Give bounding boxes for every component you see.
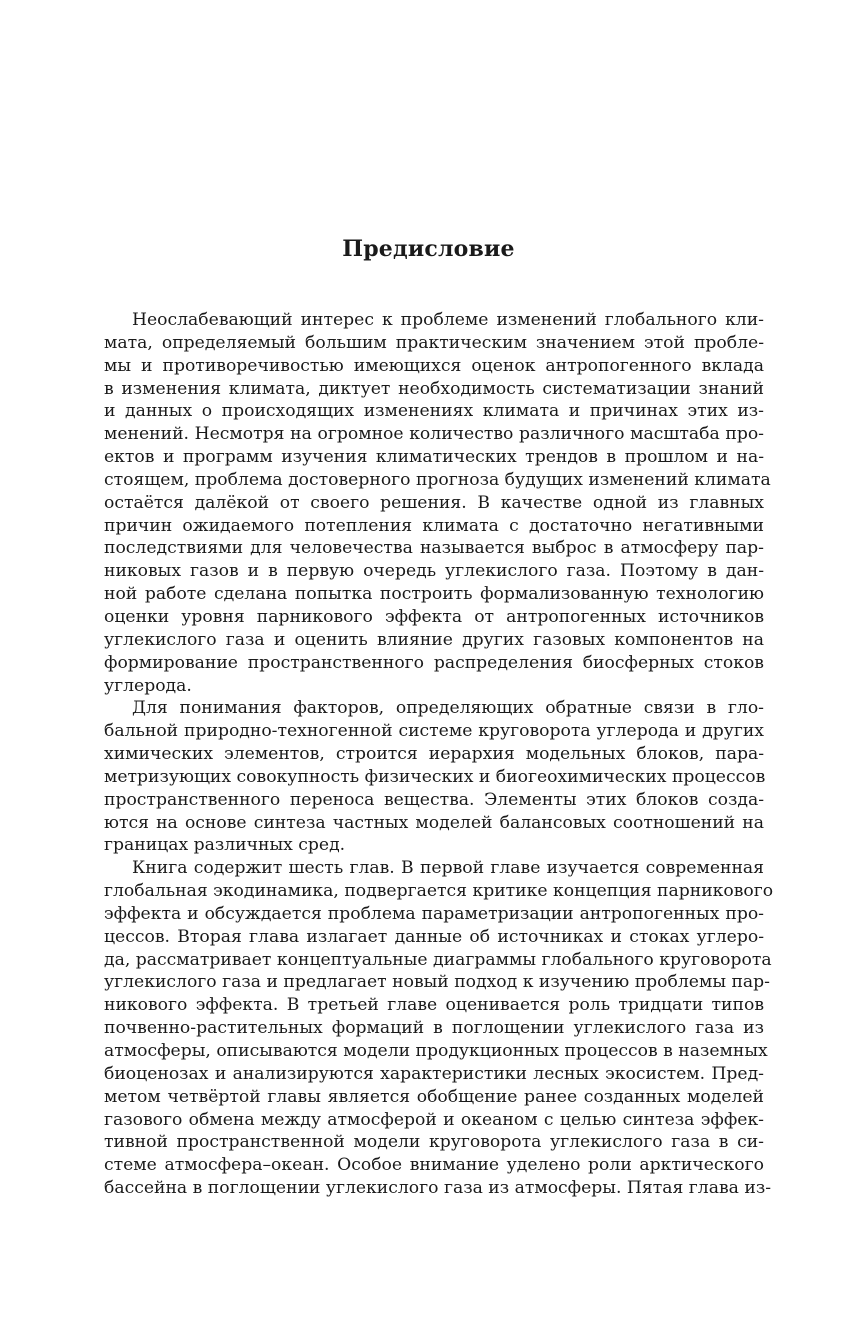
paragraph [104,697,764,857]
preface-text [104,309,774,1200]
text-line: оценки уровня парникового эффекта от антропогенных источников [104,606,764,627]
text-line: метом четвёртой главы является обобщение ранее созданных моделей [104,1086,764,1107]
text-line: мы и противоречивостью имеющихся оценок антропогенного вклада [104,355,764,376]
text-line: газового обмена между атмосферой и океаном с целью синтеза эффек- [104,1109,764,1130]
text-line: да, рассматривает концептуальные диаграммы глобального круговорота [104,949,772,970]
text-line: никовых газов и в первую очередь углекислого газа. Поэтому в дан- [104,561,764,582]
text-line: ются на основе синтеза частных моделей балансовых соотношений на [104,812,764,833]
text-line: глобальная экодинамика, подвергается критике концепция парникового [104,881,774,902]
text-line: последствиями для человечества называется выброс в атмосферу пар- [104,538,764,559]
text-line: никового эффекта. В третьей главе оценивается роль тридцати типов [104,995,764,1016]
paragraph [104,309,771,697]
text-line: тивной пространственной модели круговорота углекислого газа в си- [104,1132,764,1153]
text-line: Для понимания факторов, определяющих обратные связи в гло- [132,698,764,719]
text-line: бассейна в поглощении углекислого газа из атмосферы. Пятая глава из- [104,1178,771,1199]
text-line: пространственного переноса вещества. Элементы этих блоков созда- [104,789,764,810]
text-line: Книга содержит шесть глав. В первой главе изучается современная [132,858,764,879]
text-line: менений. Несмотря на огромное количество различного масштаба про- [104,424,764,445]
text-line: цессов. Вторая глава излагает данные об источниках и стоках углеро- [104,926,764,947]
text-line: мата, определяемый большим практическим значением этой пробле- [104,332,764,353]
text-line: углерода. [104,675,192,696]
text-line: и данных о происходящих изменениях климата и причинах этих из- [104,401,764,422]
text-line: формирование пространственного распределения биосферных стоков [104,652,764,673]
text-line: стоящем, проблема достоверного прогноза будущих изменений климата [104,469,771,490]
text-line: химических элементов, строится иерархия модельных блоков, пара- [104,744,764,765]
text-line: бальной природно-техногенной системе круговорота углерода и других [104,721,764,742]
paragraph [104,857,774,1200]
text-line: углекислого газа и оценить влияние других газовых компонентов на [104,629,764,650]
text-line: метризующих совокупность физических и биогеохимических процессов [104,766,766,787]
text-line: остаётся далёкой от своего решения. В качестве одной из главных [104,492,764,513]
text-line: почвенно-растительных формаций в поглощении углекислого газа из [104,1018,764,1039]
text-line: стеме атмосфера–океан. Особое внимание уделено роли арктического [104,1155,764,1176]
text-line: ной работе сделана попытка построить формализованную технологию [104,584,764,605]
text-line: причин ожидаемого потепления климата с достаточно негативными [104,515,764,536]
text-line: в изменения климата, диктует необходимость систематизации знаний [104,378,764,399]
text-line: ектов и программ изучения климатических трендов в прошлом и на- [104,447,764,468]
text-line: границах различных сред. [104,835,346,856]
text-line: Неослабевающий интерес к проблеме изменений глобального кли- [132,310,764,330]
text-line: эффекта и обсуждается проблема параметризации антропогенных про- [104,903,764,924]
text-line: углекислого газа и предлагает новый подход к изучению проблемы пар- [104,972,770,993]
text-line: атмосферы, описываются модели продукционных процессов в наземных [104,1041,768,1061]
page-title: Предисловие [342,236,515,262]
text-line: биоценозах и анализируются характеристики лесных экосистем. Пред- [104,1063,764,1084]
